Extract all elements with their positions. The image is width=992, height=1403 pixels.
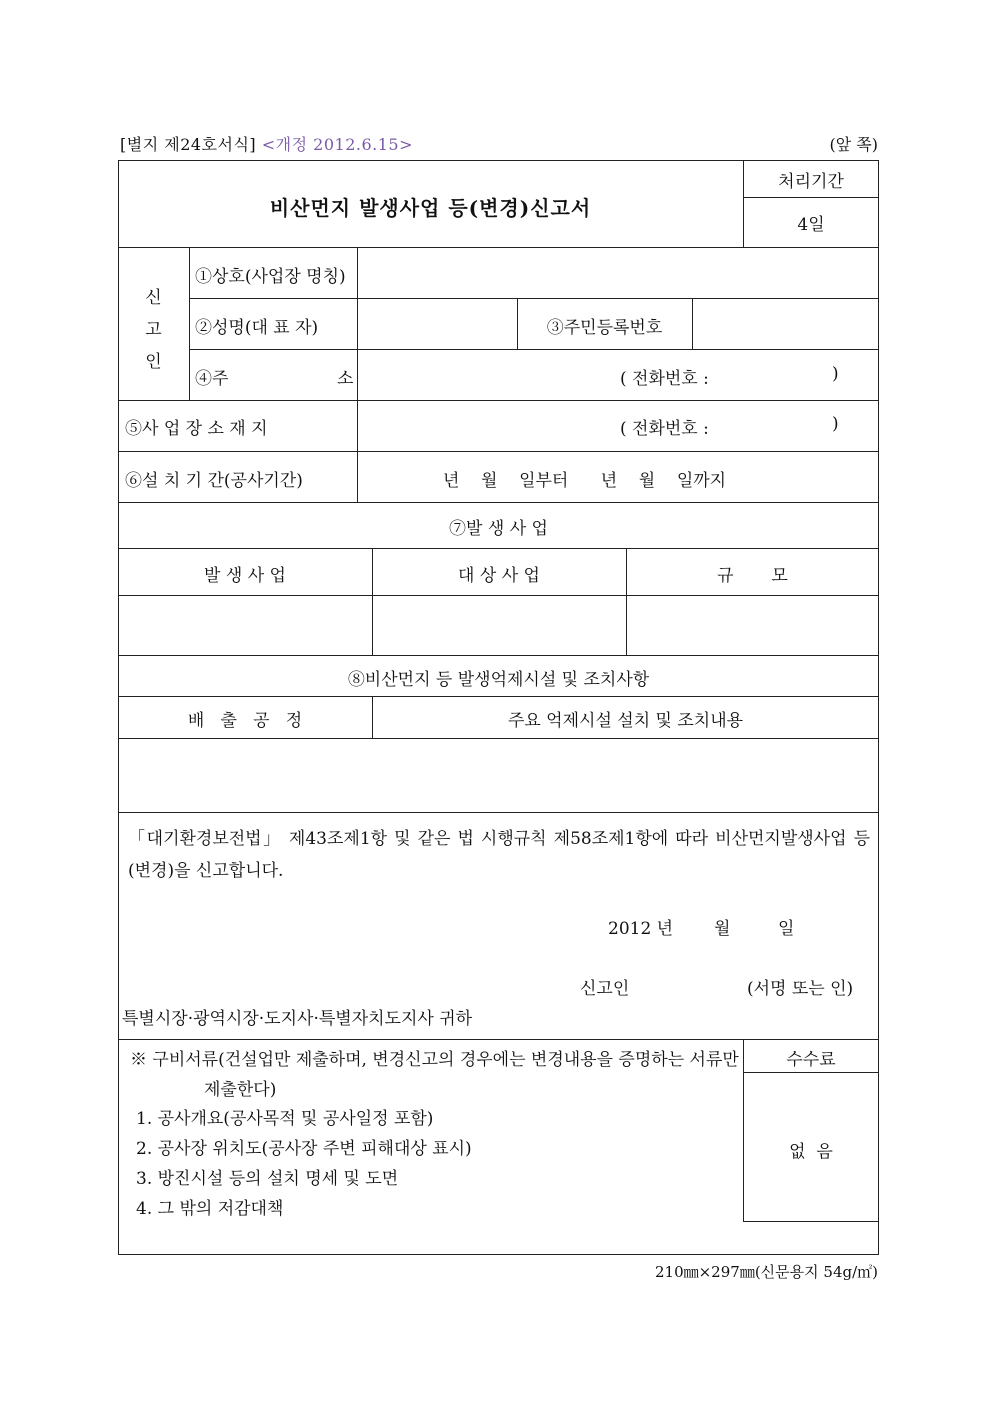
signer-field[interactable] (640, 968, 740, 998)
fee-value: 없 음 (789, 1142, 833, 1162)
installation-period-label: ⑥설 치 기 간(공사기간) (125, 471, 303, 491)
revision-note: <개정 2012.6.15> (261, 135, 414, 154)
processing-period-label: 처리기간 (778, 172, 844, 192)
site-phone-close: ) (832, 414, 839, 434)
required-documents-title-cont: 제출한다) (204, 1080, 277, 1100)
target-business-field[interactable] (373, 596, 625, 654)
addressee: 특별시장·광역시장·도지사·특별자치도지사 귀하 (122, 1009, 473, 1029)
required-documents-title: ※ 구비서류(건설업만 제출하며, 변경신고의 경우에는 변경내용을 증명하는 서류만 (130, 1050, 739, 1070)
site-location-field[interactable] (358, 401, 878, 450)
page-side-label: (앞 쪽) (829, 135, 878, 154)
applicant-phone-label: ( 전화번호 : (620, 369, 709, 389)
address-label: ④주 (195, 369, 229, 389)
declaration-month: 월 (714, 919, 731, 939)
suppression-details-field[interactable] (119, 739, 878, 811)
paper-spec: 210㎜×297㎜(신문용지 54g/㎡) (654, 1263, 878, 1281)
col-scale: 규 모 (717, 566, 788, 586)
document-item: 4. 그 밖의 저감대책 (136, 1199, 284, 1219)
applicant-phone-close: ) (832, 364, 839, 384)
representative-name-label: ②성명(대 표 자) (195, 318, 319, 338)
business-name-label: ①상호(사업장 명칭) (195, 267, 346, 287)
resident-number-label: ③주민등록번호 (546, 318, 663, 338)
signature-note: (서명 또는 인) (747, 979, 854, 999)
applicant-group-label-3: 인 (145, 352, 162, 372)
suppression-section-title: ⑧비산먼지 등 발생억제시설 및 조치사항 (347, 670, 650, 690)
scale-field[interactable] (627, 596, 878, 654)
form-number: [별지 제24호서식] (120, 135, 257, 154)
document-item: 2. 공사장 위치도(공사장 주변 피해대상 표시) (136, 1139, 472, 1159)
applicant-group-label-2: 고 (145, 320, 162, 340)
site-phone-label: ( 전화번호 : (620, 419, 709, 439)
col-target-business: 대 상 사 업 (458, 566, 540, 586)
occurring-business-section-title: ⑦발 생 사 업 (449, 519, 548, 539)
col-suppression-details: 주요 억제시설 설치 및 조치내용 (507, 711, 744, 731)
address-label-end: 소 (337, 369, 354, 389)
processing-period-value: 4일 (797, 215, 825, 235)
col-emission-process: 배 출 공 정 (187, 711, 303, 731)
address-field[interactable] (358, 350, 878, 399)
form-title: 비산먼지 발생사업 등(변경)신고서 (269, 196, 592, 220)
document-item: 1. 공사개요(공사목적 및 공사일정 포함) (136, 1109, 434, 1129)
resident-number-field[interactable] (693, 299, 878, 348)
declaration-year: 2012 년 (608, 919, 674, 939)
site-location-label: ⑤사 업 장 소 재 지 (125, 419, 268, 439)
applicant-group-label-1: 신 (145, 288, 162, 308)
document-item: 3. 방진시설 등의 설치 명세 및 도면 (136, 1169, 399, 1189)
fee-label: 수수료 (786, 1050, 836, 1070)
col-occurring-business: 발 생 사 업 (204, 566, 286, 586)
signer-label: 신고인 (580, 979, 630, 999)
declaration-text: 「대기환경보전법」 제43조제1항 및 같은 법 시행규칙 제58조제1항에 따라 비산먼지발생사업 등(변경)을 신고합니다. (128, 829, 870, 881)
representative-name-field[interactable] (358, 299, 516, 348)
declaration-day: 일 (778, 919, 795, 939)
form-number-header (120, 132, 413, 155)
installation-period-value: 년 월 일부터 년 월 일까지 (443, 471, 727, 491)
business-name-field[interactable] (358, 248, 878, 297)
occurring-business-field[interactable] (119, 596, 371, 654)
